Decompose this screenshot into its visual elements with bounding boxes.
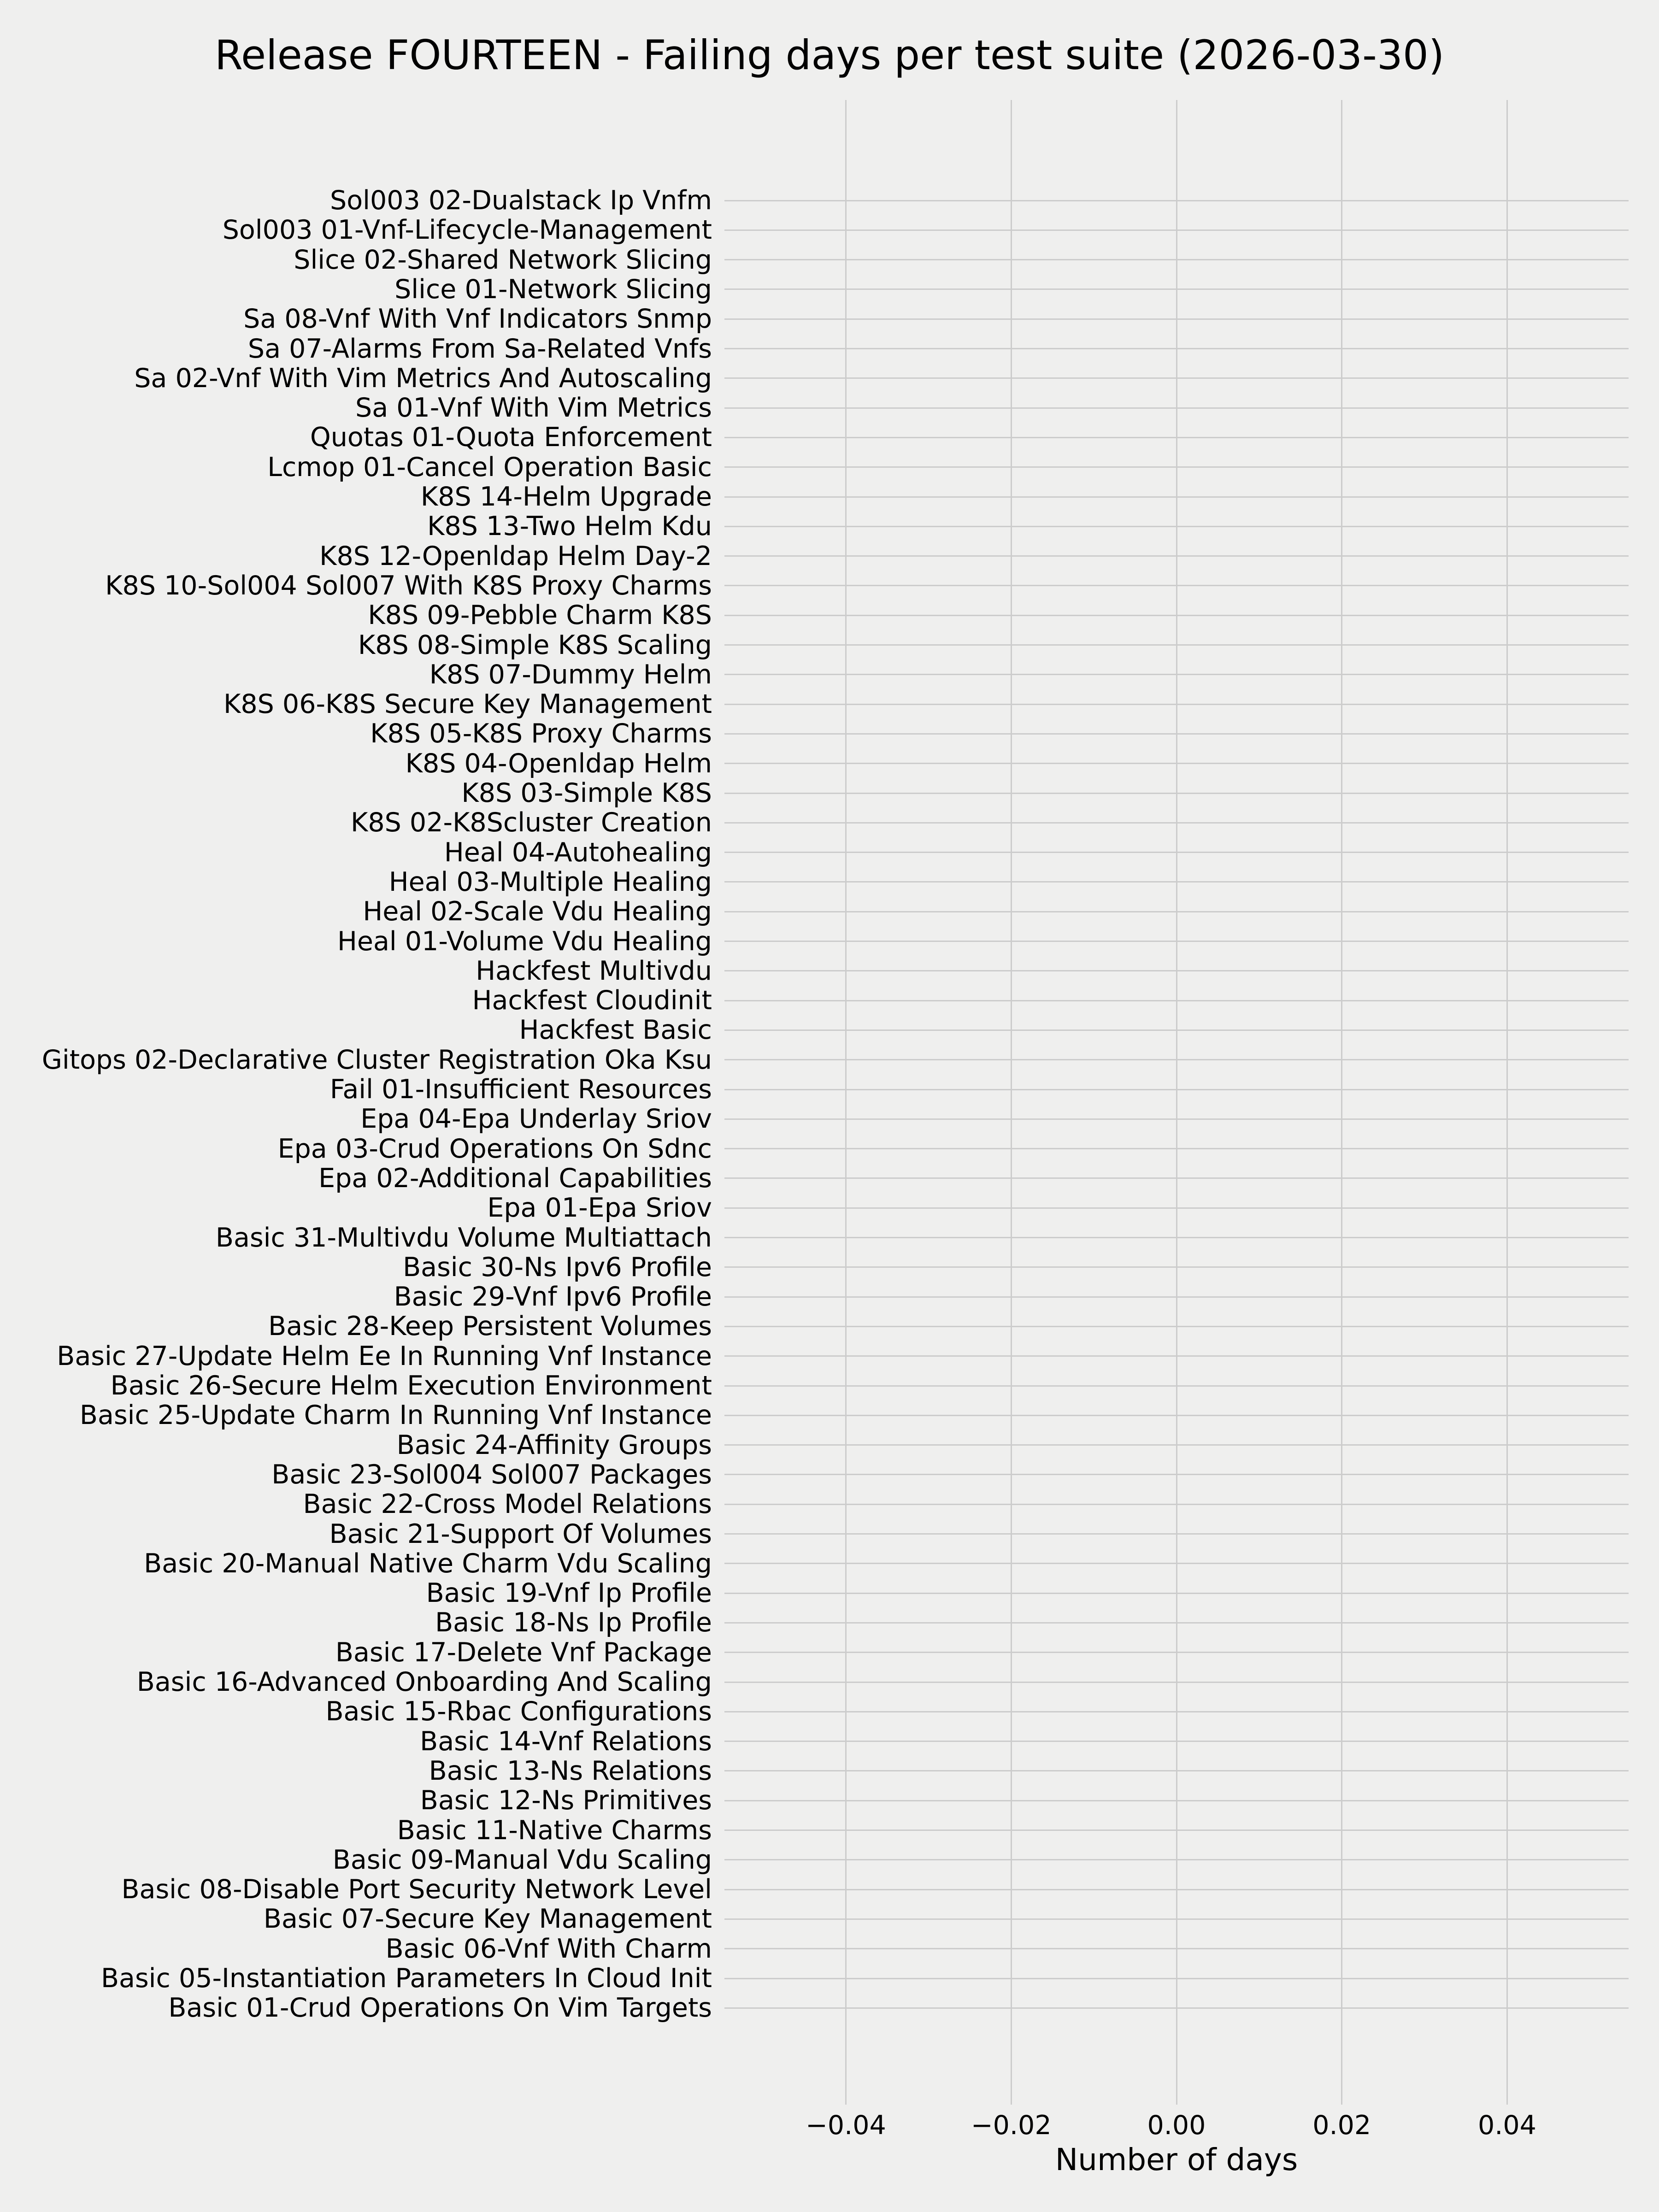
x-axis-label: Number of days bbox=[1055, 2142, 1298, 2177]
horizontal-gridline bbox=[724, 1918, 1629, 1920]
category-label: Slice 01-Network Slicing bbox=[394, 274, 712, 305]
horizontal-gridline bbox=[724, 1770, 1629, 1771]
category-label: Sa 07-Alarms From Sa-Related Vnfs bbox=[247, 333, 712, 364]
category-label: K8S 13-Two Helm Kdu bbox=[427, 511, 712, 542]
horizontal-gridline bbox=[724, 1355, 1629, 1357]
category-label: Basic 21-Support Of Volumes bbox=[329, 1518, 712, 1549]
category-label: Hackfest Cloudinit bbox=[472, 985, 712, 1016]
x-tick-label: 0.02 bbox=[1312, 2110, 1371, 2141]
horizontal-gridline bbox=[724, 615, 1629, 616]
horizontal-gridline bbox=[724, 970, 1629, 971]
category-label: K8S 02-K8Scluster Creation bbox=[350, 807, 712, 838]
horizontal-gridline bbox=[724, 644, 1629, 646]
horizontal-gridline bbox=[724, 348, 1629, 349]
horizontal-gridline bbox=[724, 526, 1629, 527]
category-label: Basic 12-Ns Primitives bbox=[420, 1785, 712, 1816]
horizontal-gridline bbox=[724, 1266, 1629, 1268]
horizontal-gridline bbox=[724, 1622, 1629, 1624]
category-label: Basic 15-Rbac Configurations bbox=[325, 1696, 712, 1727]
category-label: Heal 04-Autohealing bbox=[444, 837, 712, 868]
category-label: K8S 10-Sol004 Sol007 With K8S Proxy Charms bbox=[105, 570, 712, 601]
horizontal-gridline bbox=[724, 407, 1629, 409]
horizontal-gridline bbox=[724, 259, 1629, 260]
category-label: Basic 29-Vnf Ipv6 Profile bbox=[394, 1282, 712, 1312]
horizontal-gridline bbox=[724, 733, 1629, 735]
horizontal-gridline bbox=[724, 1563, 1629, 1564]
horizontal-gridline bbox=[724, 1000, 1629, 1001]
horizontal-gridline bbox=[724, 1889, 1629, 1890]
horizontal-gridline bbox=[724, 1237, 1629, 1238]
horizontal-gridline bbox=[724, 1504, 1629, 1505]
category-label: K8S 03-Simple K8S bbox=[461, 778, 712, 808]
category-label: Epa 04-Epa Underlay Sriov bbox=[360, 1104, 712, 1135]
horizontal-gridline bbox=[724, 1978, 1629, 1979]
category-label: Basic 30-Ns Ipv6 Profile bbox=[403, 1252, 712, 1282]
category-label: Heal 02-Scale Vdu Healing bbox=[363, 896, 712, 927]
horizontal-gridline bbox=[724, 1682, 1629, 1683]
category-label: Hackfest Basic bbox=[519, 1015, 712, 1046]
horizontal-gridline bbox=[724, 1415, 1629, 1416]
horizontal-gridline bbox=[724, 881, 1629, 882]
x-tick-label: 0.04 bbox=[1478, 2110, 1536, 2141]
x-tick-label: 0.00 bbox=[1147, 2110, 1206, 2141]
category-label: Basic 11-Native Charms bbox=[397, 1815, 712, 1846]
category-label: Basic 22-Cross Model Relations bbox=[303, 1489, 712, 1520]
category-label: K8S 07-Dummy Helm bbox=[429, 659, 712, 690]
vertical-gridline bbox=[1341, 100, 1342, 2105]
horizontal-gridline bbox=[724, 1385, 1629, 1387]
horizontal-gridline bbox=[724, 1444, 1629, 1446]
horizontal-gridline bbox=[724, 288, 1629, 290]
horizontal-gridline bbox=[724, 911, 1629, 912]
horizontal-gridline bbox=[724, 1593, 1629, 1594]
category-label: Basic 31-Multivdu Volume Multiattach bbox=[215, 1222, 712, 1253]
horizontal-gridline bbox=[724, 1030, 1629, 1031]
vertical-gridline bbox=[845, 100, 847, 2105]
category-label: Sa 02-Vnf With Vim Metrics And Autoscaling bbox=[134, 363, 712, 394]
horizontal-gridline bbox=[724, 496, 1629, 498]
horizontal-gridline bbox=[724, 1533, 1629, 1535]
category-label: K8S 08-Simple K8S Scaling bbox=[358, 629, 712, 660]
category-label: K8S 05-K8S Proxy Charms bbox=[370, 718, 712, 749]
category-label: Sol003 01-Vnf-Lifecycle-Management bbox=[222, 215, 712, 246]
horizontal-gridline bbox=[724, 555, 1629, 557]
category-label: Sa 01-Vnf With Vim Metrics bbox=[355, 393, 712, 424]
horizontal-gridline bbox=[724, 377, 1629, 379]
horizontal-gridline bbox=[724, 822, 1629, 824]
category-label: Basic 18-Ns Ip Profile bbox=[435, 1607, 712, 1638]
category-label: Basic 27-Update Helm Ee In Running Vnf Instance bbox=[57, 1341, 712, 1371]
category-label: K8S 14-Helm Upgrade bbox=[420, 482, 712, 512]
horizontal-gridline bbox=[724, 704, 1629, 705]
category-label: Heal 01-Volume Vdu Healing bbox=[337, 926, 712, 957]
category-label: Gitops 02-Declarative Cluster Registration Oka Ksu bbox=[41, 1044, 712, 1075]
horizontal-gridline bbox=[724, 466, 1629, 468]
category-label: Basic 17-Delete Vnf Package bbox=[335, 1637, 712, 1668]
horizontal-gridline bbox=[724, 763, 1629, 764]
category-label: Quotas 01-Quota Enforcement bbox=[310, 422, 712, 453]
category-label: K8S 09-Pebble Charm K8S bbox=[368, 600, 712, 631]
horizontal-gridline bbox=[724, 852, 1629, 853]
horizontal-gridline bbox=[724, 1830, 1629, 1831]
horizontal-gridline bbox=[724, 1118, 1629, 1120]
horizontal-gridline bbox=[724, 318, 1629, 320]
category-label: Basic 06-Vnf With Charm bbox=[385, 1933, 712, 1964]
category-label: Heal 03-Multiple Healing bbox=[388, 866, 712, 897]
plot-area bbox=[724, 100, 1629, 2105]
horizontal-gridline bbox=[724, 1059, 1629, 1060]
x-tick-label: −0.04 bbox=[806, 2110, 886, 2141]
category-label: Epa 02-Additional Capabilities bbox=[318, 1163, 712, 1194]
horizontal-gridline bbox=[724, 941, 1629, 942]
category-label: Basic 24-Affinity Groups bbox=[396, 1430, 712, 1460]
category-label: Basic 01-Crud Operations On Vim Targets bbox=[168, 1993, 712, 2024]
category-label: Basic 05-Instantiation Parameters In Cloud Init bbox=[100, 1963, 712, 1994]
horizontal-gridline bbox=[724, 200, 1629, 201]
category-label: Basic 14-Vnf Relations bbox=[420, 1726, 712, 1757]
horizontal-gridline bbox=[724, 1177, 1629, 1179]
category-label: Basic 09-Manual Vdu Scaling bbox=[332, 1844, 712, 1875]
category-label: Basic 16-Advanced Onboarding And Scaling bbox=[136, 1667, 712, 1697]
horizontal-gridline bbox=[724, 1148, 1629, 1149]
x-tick-label: −0.02 bbox=[971, 2110, 1052, 2141]
category-label: Sa 08-Vnf With Vnf Indicators Snmp bbox=[243, 304, 712, 335]
vertical-gridline bbox=[1011, 100, 1012, 2105]
category-label: Basic 23-Sol004 Sol007 Packages bbox=[271, 1459, 712, 1490]
category-label: K8S 04-Openldap Helm bbox=[405, 748, 712, 779]
vertical-gridline bbox=[1176, 100, 1177, 2105]
category-label: Basic 28-Keep Persistent Volumes bbox=[268, 1311, 712, 1342]
horizontal-gridline bbox=[724, 1741, 1629, 1742]
horizontal-gridline bbox=[724, 229, 1629, 231]
horizontal-gridline bbox=[724, 1089, 1629, 1090]
category-label: Basic 26-Secure Helm Execution Environment bbox=[110, 1371, 712, 1401]
category-label: Epa 01-Epa Sriov bbox=[487, 1193, 712, 1224]
category-label: Basic 07-Secure Key Management bbox=[263, 1904, 712, 1935]
category-label: Slice 02-Shared Network Slicing bbox=[294, 244, 712, 275]
horizontal-gridline bbox=[724, 585, 1629, 586]
horizontal-gridline bbox=[724, 1859, 1629, 1860]
chart-title: Release FOURTEEN - Failing days per test suite (2026-03-30) bbox=[214, 31, 1445, 79]
horizontal-gridline bbox=[724, 437, 1629, 438]
category-label: Basic 13-Ns Relations bbox=[429, 1755, 712, 1786]
category-label: Basic 19-Vnf Ip Profile bbox=[426, 1578, 712, 1609]
horizontal-gridline bbox=[724, 793, 1629, 794]
horizontal-gridline bbox=[724, 1207, 1629, 1209]
category-label: Sol003 02-Dualstack Ip Vnfm bbox=[330, 185, 712, 216]
category-label: Fail 01-Insufficient Resources bbox=[329, 1074, 712, 1105]
category-label: K8S 06-K8S Secure Key Management bbox=[223, 689, 712, 720]
category-label: Lcmop 01-Cancel Operation Basic bbox=[267, 452, 712, 482]
horizontal-gridline bbox=[724, 1474, 1629, 1475]
horizontal-gridline bbox=[724, 1652, 1629, 1653]
category-label: Basic 20-Manual Native Charm Vdu Scaling bbox=[144, 1548, 712, 1579]
category-label: Hackfest Multivdu bbox=[476, 955, 712, 986]
horizontal-gridline bbox=[724, 1296, 1629, 1298]
horizontal-gridline bbox=[724, 2007, 1629, 2009]
vertical-gridline bbox=[1506, 100, 1508, 2105]
category-label: Basic 08-Disable Port Security Network Level bbox=[121, 1874, 712, 1905]
horizontal-gridline bbox=[724, 1800, 1629, 1801]
horizontal-gridline bbox=[724, 1711, 1629, 1712]
horizontal-gridline bbox=[724, 1326, 1629, 1327]
horizontal-gridline bbox=[724, 674, 1629, 675]
category-label: K8S 12-Openldap Helm Day-2 bbox=[319, 541, 712, 571]
category-label: Epa 03-Crud Operations On Sdnc bbox=[277, 1133, 712, 1164]
category-label: Basic 25-Update Charm In Running Vnf Instance bbox=[79, 1400, 712, 1431]
horizontal-gridline bbox=[724, 1948, 1629, 1949]
